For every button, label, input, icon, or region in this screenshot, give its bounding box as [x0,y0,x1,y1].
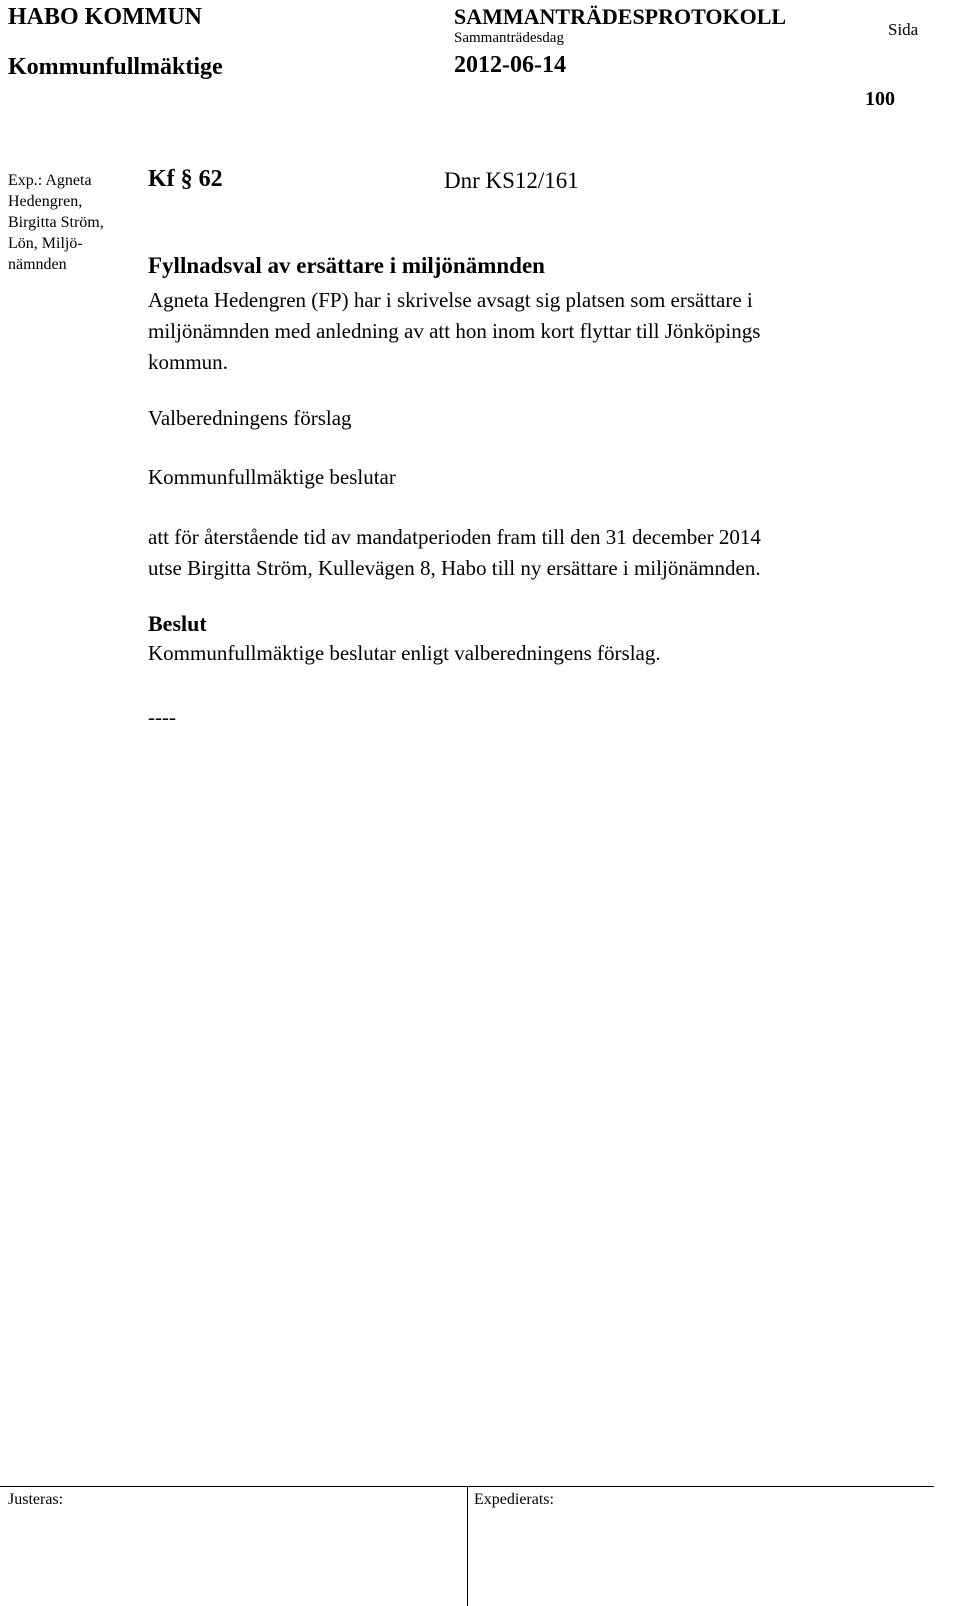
decision-text: Kommunfullmäktige beslutar enligt valberedningens förslag. [148,641,661,665]
intro-line: miljönämnden med anledning av att hon inom kort flyttar till Jönköpings [148,319,761,343]
council-decides-text: Kommunfullmäktige beslutar [148,465,396,489]
distribution-note-line: Hedengren, [8,193,83,210]
proposal-label: Valberedningens förslag [148,406,352,430]
distribution-note [8,170,138,275]
intro-paragraph [148,285,908,378]
decision-clause-line: utse Birgitta Ström, Kullevägen 8, Habo till ny ersättare i miljönämnden. [148,556,761,580]
distribution-note-line: Birgitta Ström, [8,214,104,231]
expedierats-label: Expedierats: [474,1491,554,1508]
intro-line: kommun. [148,350,228,374]
body-name: Kommunfullmäktige [8,54,223,80]
organization-name: HABO KOMMUN [8,4,202,30]
case-number: Dnr KS12/161 [444,168,579,193]
item-title: Fyllnadsval av ersättare i miljönämnden [148,253,545,278]
footer-divider [467,1486,468,1606]
decision-heading: Beslut [148,611,207,636]
distribution-note-line: Lön, Miljö- [8,235,83,252]
distribution-note-line: Exp.: Agneta [8,172,92,189]
paragraph-number: Kf § 62 [148,166,223,192]
meeting-date: 2012-06-14 [454,52,566,78]
distribution-note-line: nämnden [8,256,67,273]
end-marker: ---- [148,705,176,729]
meeting-date-label: Sammanträdesdag [454,30,564,46]
protocol-title: SAMMANTRÄDESPROTOKOLL [454,4,787,29]
page-label: Sida [888,20,919,39]
justeras-label: Justeras: [8,1491,64,1508]
decision-clause-line: att för återstående tid av mandatperioden fram till den 31 december 2014 [148,525,761,549]
decision-clause [148,522,928,584]
intro-line: Agneta Hedengren (FP) har i skrivelse avsagt sig platsen som ersättare i [148,288,753,312]
page-number: 100 [865,88,895,110]
